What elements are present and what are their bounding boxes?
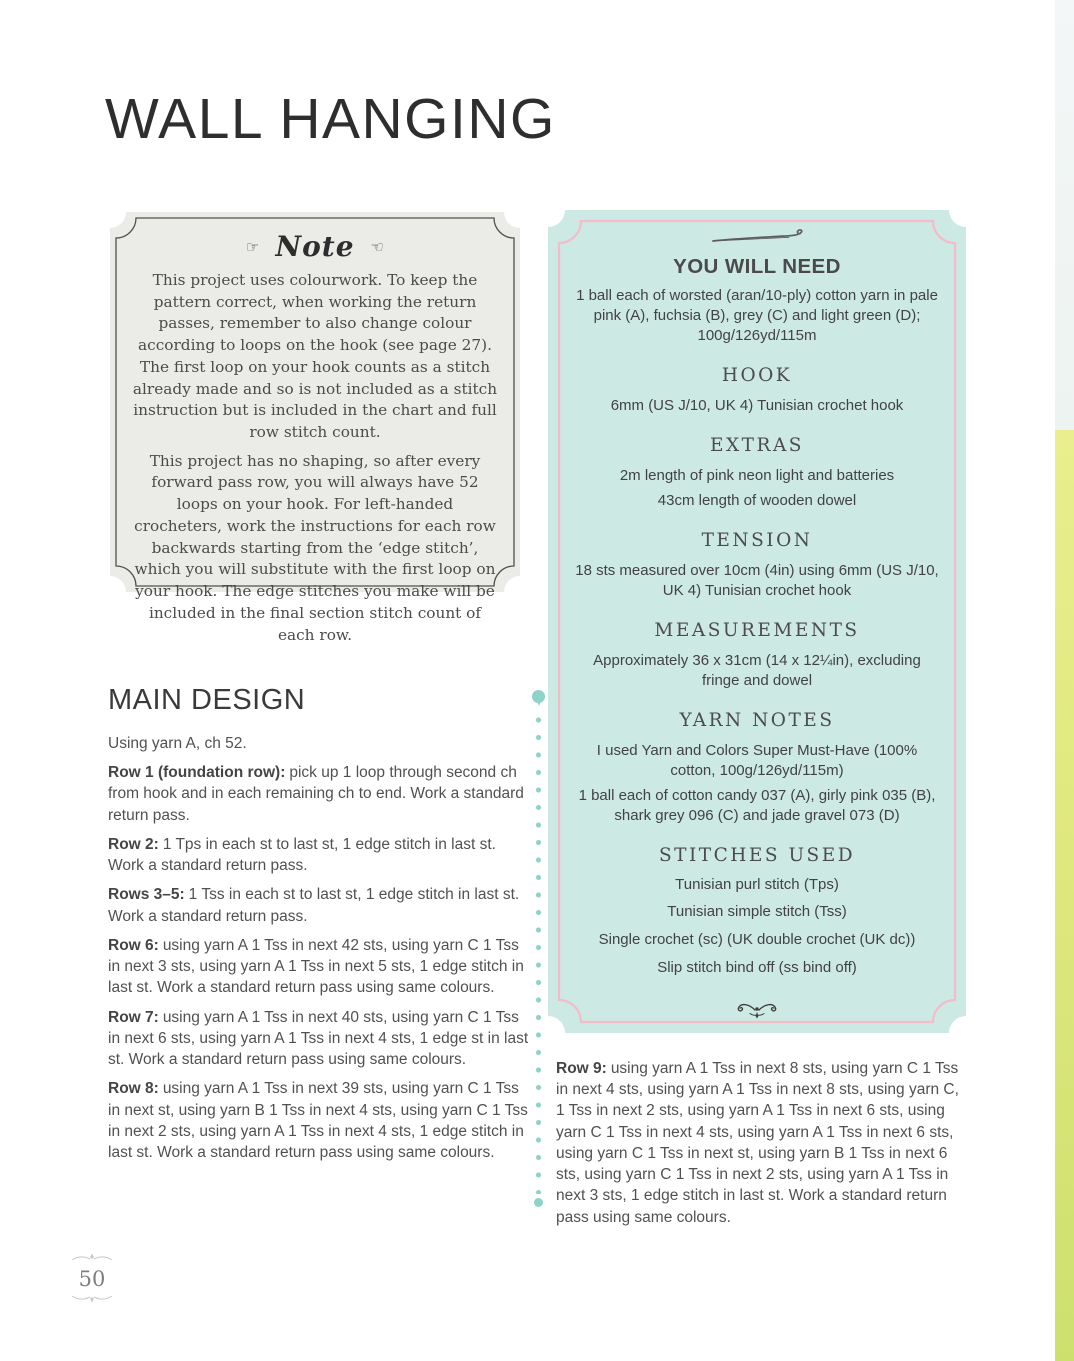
section-line: Tunisian simple stitch (Tss) [667, 903, 847, 921]
note-paragraph: This project uses colourwork. To keep the pattern correct, when working the return passes, remember to also change colour according to loops on the hook (see page 27). The first loop on your hook counts as a stitch already made and so is not included as a stitch instruction but is included in the chart and full row stitch count. [132, 271, 498, 442]
note-heading: Note [275, 230, 355, 263]
flourish-wrap [574, 1000, 940, 1025]
main-design-heading: MAIN DESIGN [108, 684, 306, 716]
row-label: Row 1 (foundation row): [108, 764, 286, 782]
you-will-need-box [548, 210, 966, 1033]
edge-stripe-light [1055, 0, 1074, 430]
row-text: using yarn A 1 Tss in next 39 sts, using yarn C 1 Tss in next st, using yarn B 1 Tss in next 4 sts, using yarn C 1 Tss in next 2 sts, using yarn A 1 Tss in next 4 sts, 1 edge stitch in last st. Work a standard return pass using same colours. [108, 1080, 528, 1161]
row-text: 1 Tps in each st to last st, 1 edge stitch in last st. Work a standard return pass. [108, 835, 496, 875]
section-heading-measurements: MEASUREMENTS [654, 619, 860, 641]
section-line: 6mm (US J/10, UK 4) Tunisian crochet hook [610, 397, 904, 415]
manicule-left-icon: ☜ [370, 237, 384, 256]
you-will-need-intro: 1 ball each of worsted (aran/10-ply) cotton yarn in pale pink (A), fuchsia (B), grey (C) and light green (D); 100g/126yd/115m [576, 287, 938, 345]
divider-dotted-line [531, 712, 546, 1194]
row-instruction [108, 1007, 532, 1071]
section-line: I used Yarn and Colors Super Must-Have (100% cotton, 100g/126yd/115m) [596, 741, 918, 779]
row-text: pick up 1 loop through second ch from hook and in each remaining ch to end. Work a standard return pass. [108, 764, 524, 824]
page-number-ornament-top-icon [70, 1252, 114, 1263]
page-title: WALL HANGING [105, 87, 556, 151]
row-label: Row 7: [108, 1008, 159, 1026]
section-line: Single crochet (sc) (UK double crochet (UK dc)) [598, 931, 916, 949]
row-instruction [108, 762, 532, 826]
section-heading-hook: HOOK [721, 365, 793, 387]
manicule-right-icon: ☞ [246, 237, 260, 256]
row-label: Row 6: [108, 936, 159, 954]
row-instruction [108, 935, 532, 999]
row-text: using yarn A 1 Tss in next 8 sts, using yarn C 1 Tss in next 4 sts, using yarn A 1 Tss in next 8 sts, using yarn C, 1 Tss in next 2 sts, using yarn A 1 Tss in next 6 sts, using yarn C 1 Tss in next 4 sts, using yarn A 1 Tss in next 6 sts, using yarn C 1 Tss in next st, using yarn B 1 Tss in next 6 sts, using yarn C 1 Tss in next 2 sts, using yarn A 1 Tss in next 3 sts, 1 edge stitch in last st. Work a standard return pass using same colours. [556, 1060, 959, 1226]
row-label: Row 2: [108, 835, 159, 853]
row-label: Rows 3–5: [108, 886, 185, 904]
row-label: Row 9: [556, 1060, 607, 1077]
crochet-hook-icon [709, 226, 805, 248]
row-label: Row 8: [108, 1080, 159, 1098]
section-line: Slip stitch bind off (ss bind off) [657, 958, 857, 976]
column-divider [531, 690, 546, 1222]
you-will-need-content [574, 224, 940, 1025]
row-text: using yarn A 1 Tss in next 40 sts, using yarn C 1 Tss in next 6 sts, using yarn A 1 Tss in next 4 sts, 1 edge st in last st. Work a standard return pass using same colours. [108, 1008, 529, 1069]
section-line: 1 ball each of cotton candy 037 (A), girly pink 035 (B), shark grey 096 (C) and jade gravel 073 (D) [578, 786, 936, 824]
section-heading-stitches-used: STITCHES USED [658, 844, 856, 866]
you-will-need-title: YOU WILL NEED [673, 255, 841, 278]
note-paragraph: This project has no shaping, so after every forward pass row, you will always have 52 loops on your hook. For left-handed crocheters, work the instructions for each row backwards starting from the ‘edge stitch’, which you will substitute with the first loop on your hook. The edge stitches you make will be included in the final section stitch count of each row. [134, 451, 496, 644]
row-instruction [108, 834, 532, 876]
row-text: 1 Tss in each st to last st, 1 edge stitch in last st. Work a standard return pass. [108, 886, 520, 925]
main-design-left-column [108, 733, 532, 1171]
page-number-block [66, 1250, 118, 1309]
section-heading-yarn-notes: YARN NOTES [679, 709, 835, 731]
row-instruction [556, 1058, 966, 1228]
page-number-ornament-bottom-icon [70, 1293, 114, 1304]
row-instruction [108, 1078, 532, 1163]
edge-stripe-yellow [1055, 430, 1074, 1361]
main-design-intro: Using yarn A, ch 52. [108, 735, 247, 752]
note-box [110, 212, 520, 644]
row-text: using yarn A 1 Tss in next 42 sts, using yarn C 1 Tss in next 3 sts, using yarn A 1 Tss in next 5 sts, 1 edge stitch in last st. Work a standard return pass using same colours. [108, 936, 524, 997]
section-line: Tunisian purl stitch (Tps) [675, 875, 839, 893]
section-heading-extras: EXTRAS [710, 435, 804, 457]
note-content [132, 228, 498, 646]
section-heading-tension: TENSION [701, 530, 813, 552]
section-line: Approximately 36 x 31cm (14 x 12¼in), excluding fringe and dowel [593, 651, 921, 689]
section-line: 43cm length of wooden dowel [657, 492, 857, 510]
section-line: 18 sts measured over 10cm (4in) using 6mm (US J/10, UK 4) Tunisian crochet hook [575, 562, 939, 600]
flourish-icon [735, 1000, 779, 1020]
divider-top-dot [532, 690, 545, 703]
row-instruction [108, 884, 532, 926]
note-heading-row [132, 230, 498, 263]
page-number: 50 [78, 1267, 106, 1291]
section-line: 2m length of pink neon light and batteries [619, 467, 895, 485]
divider-bottom-dot [534, 1198, 543, 1207]
